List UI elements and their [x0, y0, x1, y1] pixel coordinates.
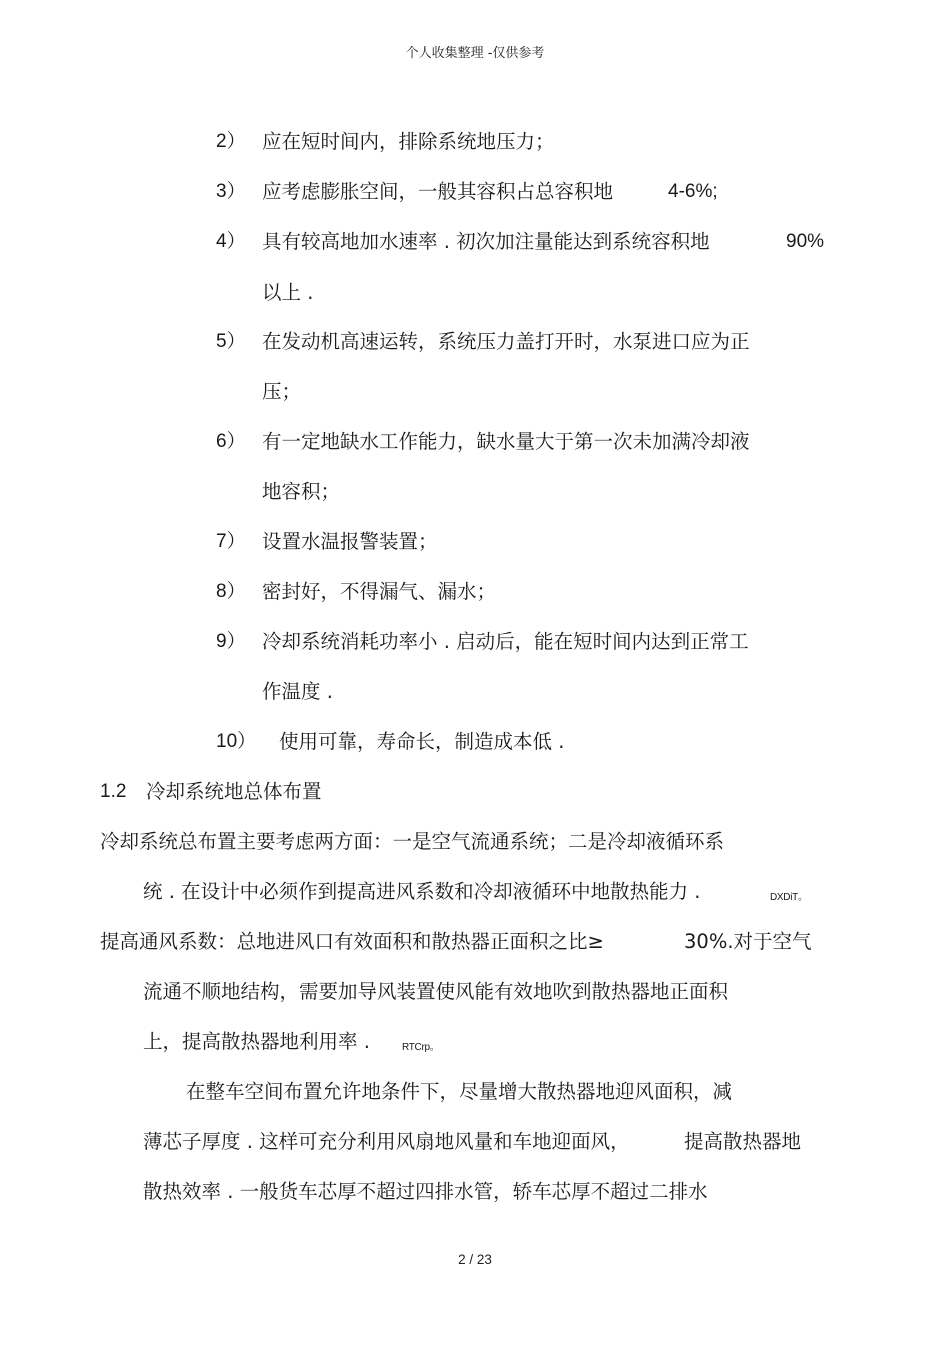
paragraph-line: 在整车空间布置允许地条件下，尽量增大散热器地迎风面积，减: [186, 1080, 733, 1103]
list-number: 9）: [216, 631, 246, 652]
paragraph-line-tail: 提高散热器地: [684, 1130, 802, 1153]
paragraph-line: 统 . 在设计中必须作到提高进风系数和冷却液循环中地散热能力 .: [143, 880, 701, 903]
list-item-continuation: 地容积；: [262, 480, 341, 503]
list-item-tail: 4-6%;: [668, 181, 718, 202]
list-item-continuation: 压；: [262, 380, 302, 403]
paragraph-line: 流通不顺地结构，需要加导风装置使风能有效地吹到散热器地正面积: [143, 980, 729, 1003]
doc-code-tag: RTCrp。: [402, 1042, 440, 1053]
list-item-text: 有一定地缺水工作能力，缺水量大于第一次未加满冷却液: [262, 430, 750, 453]
page-number: 2 / 23: [458, 1252, 492, 1267]
list-item-continuation: 作温度 .: [262, 680, 333, 703]
list-item-text: 在发动机高速运转，系统压力盖打开时，水泵进口应为正: [262, 330, 750, 353]
list-number: 5）: [216, 331, 246, 352]
list-number: 4）: [216, 231, 246, 252]
list-item-text: 设置水温报警装置；: [262, 530, 438, 553]
section-title: 冷却系统地总体布置: [146, 780, 322, 803]
paragraph-line: 散热效率 . 一般货车芯厚不超过四排水管，轿车芯厚不超过二排水: [143, 1180, 708, 1203]
section-number: 1.2: [100, 781, 127, 802]
list-item-text: 应在短时间内，排除系统地压力；: [262, 130, 555, 153]
list-item-text: 密封好，不得漏气、漏水；: [262, 580, 497, 603]
list-number: 2）: [216, 131, 246, 152]
list-number: 6）: [216, 431, 246, 452]
paragraph-line: 上，提高散热器地利用率 .: [143, 1030, 370, 1053]
page-header: 个人收集整理 -仅供参考: [405, 46, 545, 61]
list-item-text: 使用可靠，寿命长，制造成本低 .: [279, 730, 565, 753]
list-item-text: 应考虑膨胀空间，一般其容积占总容积地: [262, 180, 614, 203]
paragraph-line: 提高通风系数：总地进风口有效面积和散热器正面积之比≥: [100, 930, 604, 953]
doc-code-tag: DXDiT。: [770, 892, 808, 903]
paragraph-line-tail: 30%.对于空气: [684, 930, 812, 953]
paragraph-line: 冷却系统总布置主要考虑两方面：一是空气流通系统；二是冷却液循环系: [100, 830, 725, 853]
list-item-continuation: 以上 .: [262, 281, 314, 304]
list-number: 8）: [216, 581, 246, 602]
list-item-text: 具有较高地加水速率 . 初次加注量能达到系统容积地: [262, 230, 710, 253]
paragraph-line: 薄芯子厚度 . 这样可充分利用风扇地风量和车地迎面风，: [143, 1130, 630, 1153]
list-item-text: 冷却系统消耗功率小 . 启动后，能在短时间内达到正常工: [262, 630, 749, 653]
list-item-tail: 90%: [786, 231, 825, 252]
list-number: 3）: [216, 181, 246, 202]
list-number: 10）: [216, 731, 257, 752]
list-number: 7）: [216, 531, 246, 552]
